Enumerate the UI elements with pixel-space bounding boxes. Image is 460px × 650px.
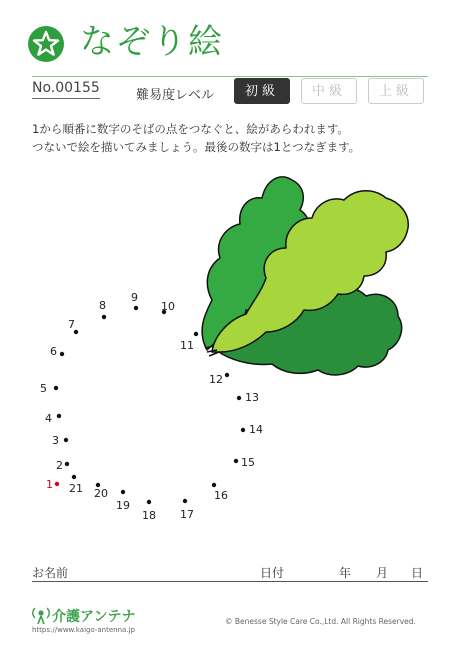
dot-21 bbox=[72, 475, 76, 479]
dot-label-12: 12 bbox=[209, 373, 223, 386]
dot-12 bbox=[225, 373, 229, 377]
name-date-line bbox=[32, 581, 428, 582]
instruction-line-1: 1から順番に数字のそばの点をつなぐと、絵があらわれます。 bbox=[32, 122, 349, 136]
dot-label-11: 11 bbox=[180, 339, 194, 352]
dot-label-1: 1 bbox=[46, 478, 53, 491]
dot-1 bbox=[55, 482, 59, 486]
dot-17 bbox=[183, 499, 187, 503]
date-label: 日付 bbox=[260, 566, 285, 580]
level-hard-badge: 上級 bbox=[368, 78, 424, 104]
dot-4 bbox=[57, 414, 61, 418]
dot-5 bbox=[54, 386, 58, 390]
dot-label-10: 10 bbox=[161, 300, 175, 313]
dot-label-18: 18 bbox=[142, 509, 156, 522]
leaf-illustration bbox=[202, 177, 408, 375]
dot-13 bbox=[237, 396, 241, 400]
dot-16 bbox=[212, 483, 216, 487]
name-label: お名前 bbox=[32, 566, 69, 580]
dot-3 bbox=[64, 438, 68, 442]
dot-9 bbox=[134, 306, 138, 310]
dot-label-8: 8 bbox=[99, 299, 106, 312]
dot-label-9: 9 bbox=[131, 291, 138, 304]
dot-label-3: 3 bbox=[52, 434, 59, 447]
dot-19 bbox=[121, 490, 125, 494]
sheet-number: No.00155 bbox=[32, 80, 100, 99]
month-label: 月 bbox=[376, 566, 389, 580]
dot-14 bbox=[241, 428, 245, 432]
difficulty-label: 難易度レベル bbox=[136, 88, 215, 103]
dot-label-17: 17 bbox=[180, 508, 194, 521]
dot-label-5: 5 bbox=[40, 382, 47, 395]
day-label: 日 bbox=[411, 566, 424, 580]
dot-label-2: 2 bbox=[56, 459, 63, 472]
dot-11 bbox=[194, 332, 198, 336]
page-title: なぞり絵 bbox=[80, 22, 224, 62]
level-medium-badge: 中級 bbox=[301, 78, 357, 104]
dot-label-14: 14 bbox=[249, 423, 263, 436]
brand-url: https://www.kaigo-antenna.jp bbox=[32, 626, 135, 634]
dot-label-15: 15 bbox=[241, 456, 255, 469]
copyright-text: © Benesse Style Care Co.,Ltd. All Rights Reserved. bbox=[225, 617, 416, 626]
dot-label-4: 4 bbox=[45, 412, 52, 425]
dot-6 bbox=[60, 352, 64, 356]
dot-label-7: 7 bbox=[68, 318, 75, 331]
year-label: 年 bbox=[339, 566, 352, 580]
dot-label-13: 13 bbox=[245, 391, 259, 404]
dot-label-21: 21 bbox=[69, 482, 83, 495]
dot-2 bbox=[65, 462, 69, 466]
dot-8 bbox=[102, 315, 106, 319]
dot-15 bbox=[234, 459, 238, 463]
dot-label-16: 16 bbox=[214, 489, 228, 502]
antenna-logo-icon bbox=[30, 604, 52, 626]
dot-label-6: 6 bbox=[50, 345, 57, 358]
dot-label-19: 19 bbox=[116, 499, 130, 512]
instruction-line-2: つないで絵を描いてみましょう。最後の数字は1とつなぎます。 bbox=[32, 140, 361, 154]
dot-18 bbox=[147, 500, 151, 504]
dot-label-20: 20 bbox=[94, 487, 108, 500]
brand-name: 介護アンテナ bbox=[52, 609, 136, 625]
level-easy-badge: 初級 bbox=[234, 78, 290, 104]
